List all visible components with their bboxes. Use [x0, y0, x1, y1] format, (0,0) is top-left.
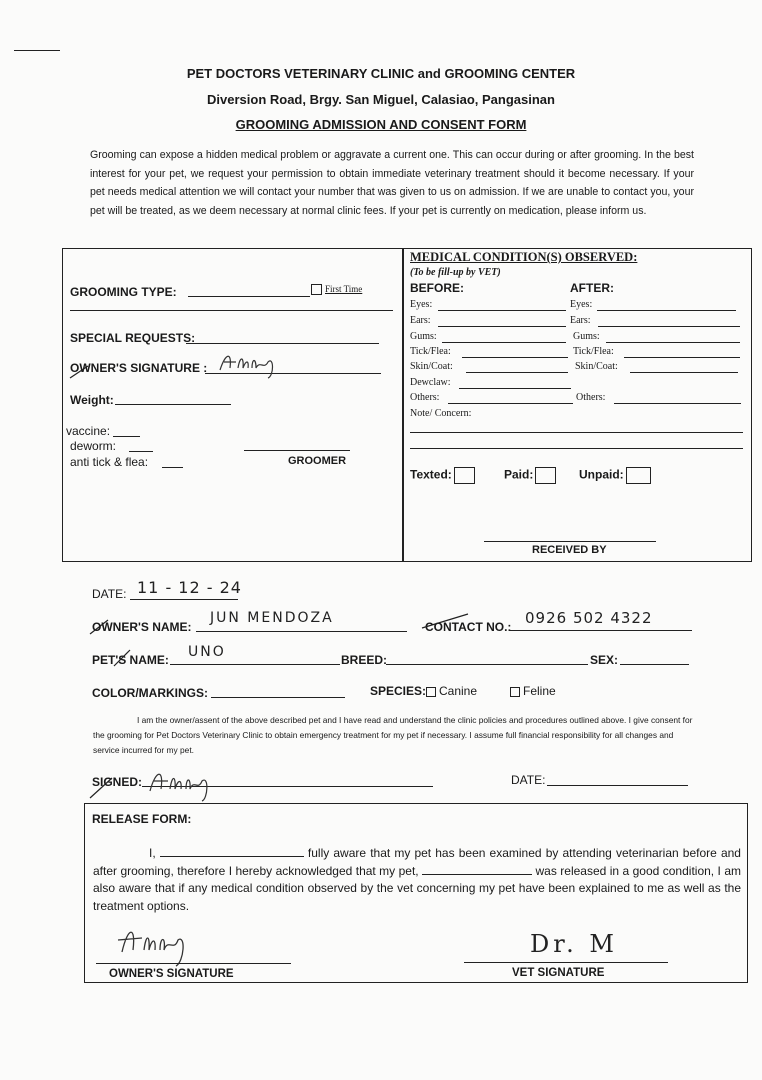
after-gums-field[interactable]: [606, 342, 740, 343]
vet-signature-field[interactable]: [464, 962, 668, 963]
intro-paragraph: Grooming can expose a hidden medical problem or aggravate a current one. This can occur during or after grooming. In the best interest for your pet, we request your permission to obtain immediate veterinary treatment should it become necessary. If your pet needs medical attention we will contact your number that was given to us on admission. If we are unable to contact you, your pet will be treated, as we deem necessary at normal clinic fees. If your pet is currently on medication, please inform us.: [90, 149, 694, 217]
before-ears-label: Ears:: [410, 315, 431, 326]
deworm-field[interactable]: [129, 451, 153, 452]
after-tick-field[interactable]: [624, 357, 740, 358]
species-canine-option[interactable]: [426, 684, 477, 698]
signed-date-label: DATE:: [511, 773, 546, 787]
after-eyes-field[interactable]: [597, 310, 736, 311]
note-concern-label: Note/ Concern:: [410, 408, 472, 419]
pet-name-field[interactable]: [170, 664, 340, 665]
owner-name-label: OWNER'S NAME:: [92, 620, 192, 634]
date-label: DATE:: [92, 587, 127, 601]
sex-label: SEX:: [590, 653, 619, 667]
release-text-mid2: was released in a good condition, I am also aware that if any medical condition observed by the vet concerning my pet have been explained to me as well as the treatment options.: [93, 863, 741, 913]
paid-label: Paid:: [504, 467, 534, 482]
signed-date-field[interactable]: [547, 785, 688, 786]
contact-value: 0926 502 4322: [525, 609, 653, 627]
canine-label: Canine: [439, 684, 478, 698]
grooming-type-field[interactable]: [188, 296, 310, 297]
release-text-start: I,: [149, 846, 156, 860]
release-owner-signature-field[interactable]: [96, 963, 291, 964]
pet-name-strike-mark: [112, 648, 132, 668]
before-tick-field[interactable]: [462, 357, 568, 358]
after-others-label: Others:: [576, 392, 606, 403]
after-tick-label: Tick/Flea:: [573, 346, 614, 357]
signed-strike-mark: [88, 776, 114, 800]
after-others-field[interactable]: [614, 403, 741, 404]
scan-mark: [14, 50, 60, 51]
before-eyes-label: Eyes:: [410, 299, 433, 310]
release-owner-signature-label: OWNER'S SIGNATURE: [109, 968, 234, 980]
release-name-field[interactable]: [160, 845, 304, 857]
paid-box[interactable]: [535, 467, 556, 484]
contact-field[interactable]: [510, 630, 692, 631]
pet-name-value: UNO: [188, 644, 226, 660]
breed-label: BREED:: [341, 653, 388, 667]
vaccine-field[interactable]: [113, 436, 140, 437]
form-title: GROOMING ADMISSION AND CONSENT FORM: [235, 117, 527, 132]
owner-signature-handwriting: [216, 348, 278, 380]
release-pet-field[interactable]: [422, 863, 532, 875]
before-tick-label: Tick/Flea:: [410, 346, 451, 357]
after-gums-label: Gums:: [573, 331, 600, 342]
texted-box[interactable]: [454, 467, 475, 484]
vet-signature-label: VET SIGNATURE: [512, 967, 605, 979]
first-time-label: First Time: [325, 284, 363, 294]
texted-checkbox[interactable]: [410, 467, 475, 484]
panel-divider: [402, 249, 404, 562]
species-label: SPECIES:: [370, 684, 427, 698]
medical-condition-title: MEDICAL CONDITION(S) OBSERVED:: [410, 250, 638, 264]
received-by-label: RECEIVED BY: [532, 544, 607, 556]
unpaid-box[interactable]: [626, 467, 651, 484]
grooming-type-field-2[interactable]: [70, 310, 393, 311]
grooming-type-label: GROOMING TYPE:: [70, 285, 177, 299]
release-owner-signature-handwriting: [116, 922, 196, 968]
release-text-mid1: fully aware that my pet has been examined by attending veterinarian before and after grooming, therefore I hereby acknowledged that my pet,: [93, 846, 741, 878]
unpaid-label: Unpaid:: [579, 467, 624, 482]
clinic-name: PET DOCTORS VETERINARY CLINIC and GROOMING CENTER: [186, 66, 576, 81]
groomer-signature-field[interactable]: [244, 450, 350, 451]
before-skin-label: Skin/Coat:: [410, 361, 453, 372]
contact-label: CONTACT NO.:: [425, 620, 512, 634]
anti-tick-field[interactable]: [162, 467, 183, 468]
before-others-label: Others:: [410, 392, 440, 403]
special-requests-field[interactable]: [186, 343, 379, 344]
anti-tick-label: anti tick & flea:: [70, 455, 149, 469]
date-field[interactable]: [130, 599, 238, 600]
before-dewclaw-field[interactable]: [459, 388, 571, 389]
vaccine-label: vaccine:: [66, 424, 111, 438]
sex-field[interactable]: [620, 664, 689, 665]
before-gums-field[interactable]: [442, 342, 566, 343]
feline-checkbox[interactable]: [510, 687, 520, 697]
vet-signature-value: Dr. M: [530, 930, 618, 958]
consent-text: I am the owner/assent of the above described pet and I have read and understand the clinic policies and procedures outlined above. I give consent for the grooming for Pet Doctors Veterinary Clinic to obtain emergency treatment for my pet if necessary. I assume full financial responsibility for all changes and service incurred for my pet.: [93, 715, 693, 755]
weight-label: Weight:: [70, 393, 114, 407]
signed-signature-handwriting: [146, 765, 216, 803]
before-ears-field[interactable]: [438, 326, 566, 327]
before-eyes-field[interactable]: [438, 310, 566, 311]
before-label: BEFORE:: [410, 281, 464, 295]
color-markings-label: COLOR/MARKINGS:: [92, 686, 208, 700]
breed-field[interactable]: [386, 664, 588, 665]
owner-name-field[interactable]: [196, 631, 407, 632]
texted-label: Texted:: [410, 467, 452, 482]
after-eyes-label: Eyes:: [570, 299, 593, 310]
canine-checkbox[interactable]: [426, 687, 436, 697]
special-requests-label: SPECIAL REQUESTS:: [70, 331, 196, 345]
groomer-label: GROOMER: [288, 455, 347, 467]
after-skin-label: Skin/Coat:: [575, 361, 618, 372]
owner-name-value: JUN MENDOZA: [210, 610, 334, 626]
weight-field[interactable]: [115, 404, 231, 405]
first-time-box[interactable]: [311, 284, 322, 295]
release-form-title: RELEASE FORM:: [92, 812, 192, 826]
owner-signature-label: OWNER'S SIGNATURE :: [70, 361, 208, 375]
note-line-2[interactable]: [410, 448, 743, 449]
signed-label: SIGNED:: [92, 775, 143, 789]
color-markings-field[interactable]: [211, 697, 345, 698]
feline-label: Feline: [523, 684, 556, 698]
before-others-field[interactable]: [448, 403, 573, 404]
received-by-field[interactable]: [484, 541, 656, 542]
date-value: 11 - 12 - 24: [137, 578, 242, 597]
owner-strike-mark: [68, 364, 90, 380]
owner-name-strike-mark: [88, 618, 110, 636]
first-time-checkbox[interactable]: [311, 284, 362, 295]
medical-condition-subtitle: (To be fill-up by VET): [410, 267, 501, 278]
contact-strike-mark: [420, 612, 470, 630]
after-ears-label: Ears:: [570, 315, 591, 326]
after-label: AFTER:: [570, 281, 614, 295]
pet-name-label: PET'S NAME:: [92, 653, 169, 667]
species-feline-option[interactable]: [510, 684, 556, 698]
before-gums-label: Gums:: [410, 331, 437, 342]
before-dewclaw-label: Dewclaw:: [410, 377, 451, 388]
after-skin-field[interactable]: [630, 372, 738, 373]
before-skin-field[interactable]: [466, 372, 568, 373]
note-line-1[interactable]: [410, 432, 743, 433]
paid-checkbox[interactable]: [504, 467, 556, 484]
clinic-address: Diversion Road, Brgy. San Miguel, Calasiao, Pangasinan: [207, 92, 555, 107]
deworm-label: deworm:: [70, 439, 117, 453]
release-form-text: [93, 845, 741, 915]
unpaid-checkbox[interactable]: [579, 467, 651, 484]
after-ears-field[interactable]: [598, 326, 740, 327]
